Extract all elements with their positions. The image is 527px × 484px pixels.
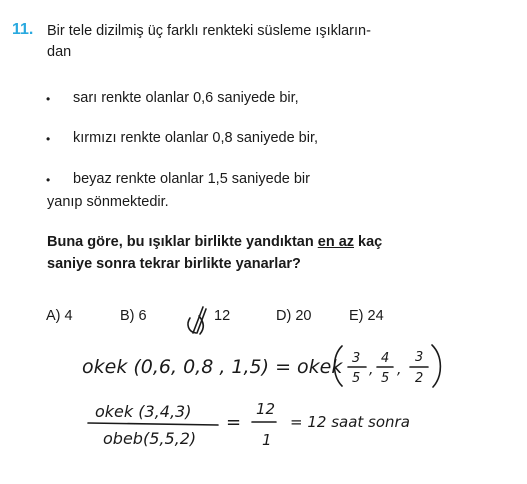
hw-line2-eq-num: 12 — [256, 400, 276, 418]
bullet-dot-1: • — [46, 92, 51, 106]
hw-line2-den: obeb(5,5,2) — [103, 429, 197, 448]
hw-frac2-num: 4 — [381, 351, 390, 366]
hw-line1-left: okek (0,6, 0,8 , 1,5) = okek — [82, 356, 343, 378]
hw-comma-2: , — [397, 362, 402, 378]
option-c[interactable]: 12 — [214, 308, 231, 324]
hw-frac3-den: 2 — [415, 371, 424, 386]
option-d[interactable]: D) 20 — [276, 308, 312, 324]
option-c-scribble-mark — [188, 307, 206, 334]
hw-line2-eq-den: 1 — [262, 431, 272, 449]
hw-frac1-den: 5 — [352, 371, 361, 386]
hw-frac3-num: 3 — [415, 350, 424, 365]
prompt-emphasis: en az — [317, 234, 355, 250]
bullet-dot-2: • — [46, 132, 51, 146]
bullet-text-1: sarı renkte olanlar 0,6 saniyede bir, — [73, 90, 299, 106]
option-b[interactable]: B) 6 — [120, 308, 147, 324]
after-bullets-text: yanıp sönmektedir. — [47, 194, 169, 210]
question-prompt-line2: saniye sonra tekrar birlikte yanarlar? — [47, 256, 301, 272]
hw-equals: = — [226, 412, 242, 433]
hw-frac2-den: 5 — [381, 371, 390, 386]
hw-frac1-num: 3 — [352, 351, 361, 366]
prompt-part1: Buna göre, bu ışıklar birlikte yandıktan — [47, 234, 318, 250]
bullet-text-3: beyaz renkte olanlar 1,5 saniyede bir — [73, 171, 310, 187]
hw-comma-1: , — [369, 362, 374, 378]
question-intro-line1: Bir tele dizilmiş üç farklı renkteki süsleme ışıkların- — [47, 23, 371, 39]
prompt-part2: kaç — [354, 234, 383, 250]
question-intro-line2: dan — [47, 44, 72, 60]
hw-big-right-paren — [432, 345, 440, 387]
bullet-dot-3: • — [46, 173, 51, 187]
hw-line2-num: okek (3,4,3) — [95, 402, 192, 421]
question-number: 11. — [12, 21, 34, 38]
option-e[interactable]: E) 24 — [349, 308, 384, 324]
bullet-text-2: kırmızı renkte olanlar 0,8 saniyede bir, — [73, 130, 319, 146]
hw-line2-bar — [88, 423, 218, 425]
option-a[interactable]: A) 4 — [46, 308, 73, 324]
hw-line2-result: = 12 saat sonra — [290, 413, 410, 431]
